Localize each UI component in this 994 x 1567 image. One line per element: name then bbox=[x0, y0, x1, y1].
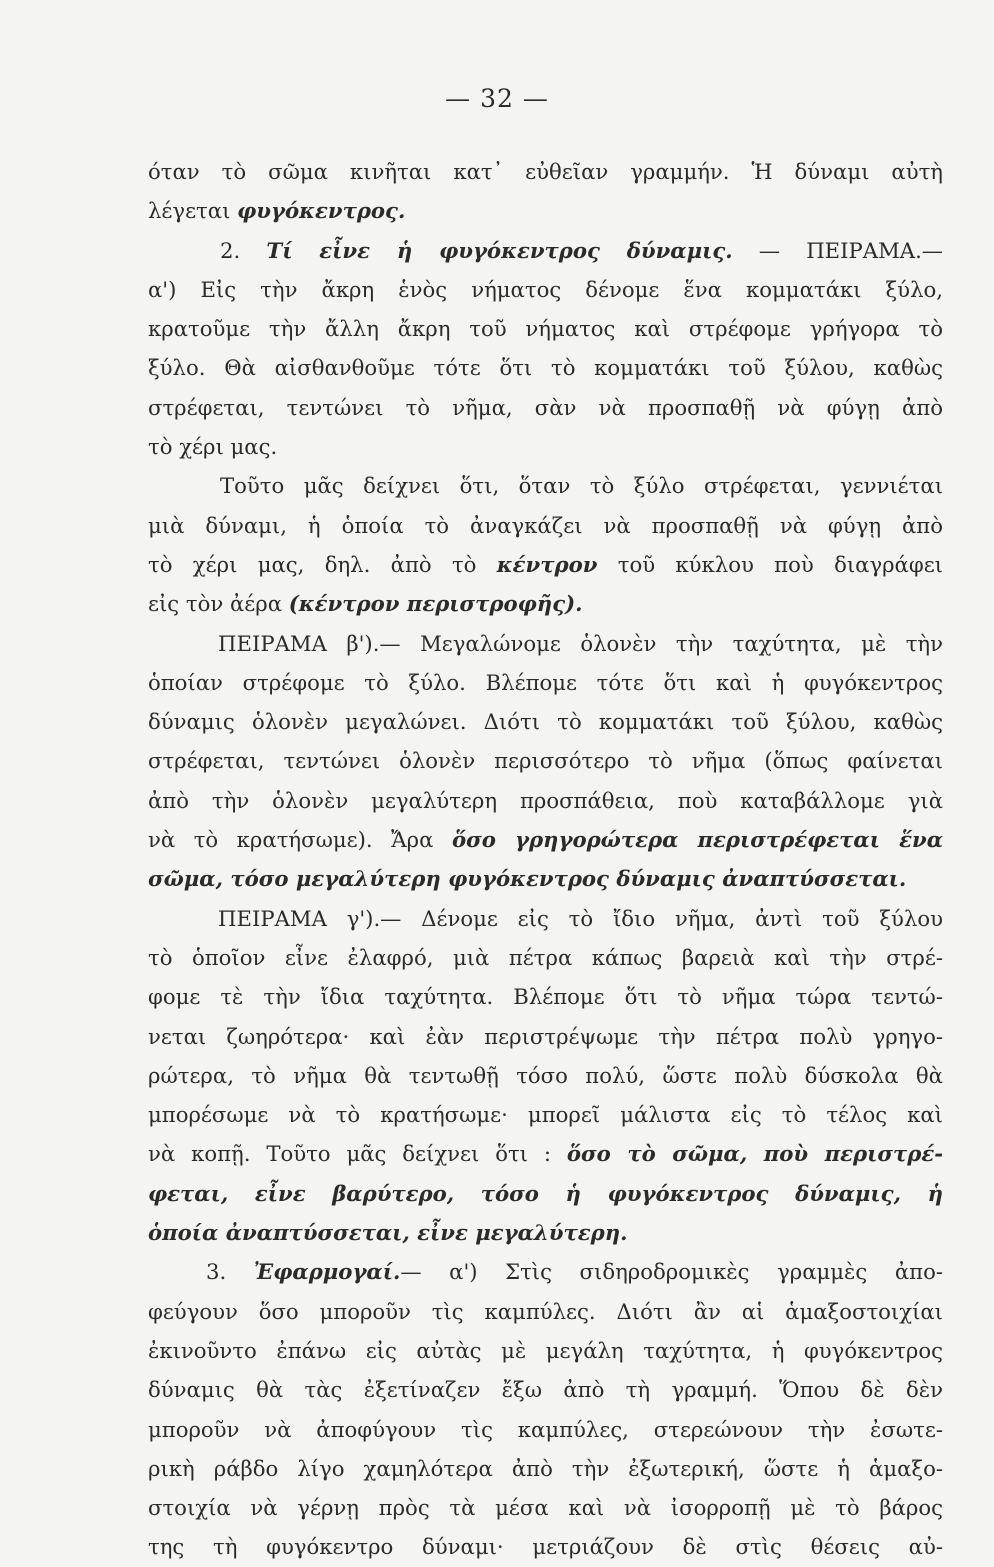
text-line bbox=[148, 859, 943, 898]
experiment-heading: ΠΕΙΡΑΜΑ β').— Μεγαλώνομε ὁλονὲν τὴν ταχύτητα, μὲ τὴν bbox=[218, 630, 943, 656]
bold-rule: ὁποία ἀναπτύσσεται, εἶνε μεγαλύτερη. bbox=[148, 1220, 628, 1246]
bold-term: (κέντρον περιστροφῆς). bbox=[288, 591, 583, 617]
text-line: τὸ ὁποῖον εἶνε ἐλαφρό, μιὰ πέτρα κάπως βαρειὰ καὶ τὴν στρέ- bbox=[148, 944, 943, 970]
text-line: εἰς τὸν ἀέρα (κέντρον περιστροφῆς). bbox=[148, 591, 583, 617]
text-line: ξύλο. Θὰ αἰσθανθοῦμε τότε ὅτι τὸ κομματάκι τοῦ ξύλου, καθὼς bbox=[148, 355, 943, 381]
text-line: όταν τὸ σῶμα κινῆται κατ᾽ εὐθεῖαν γραμμήν. Ἡ δύναμι αὐτὴ bbox=[148, 159, 943, 184]
text-line: νὰ κοπῇ. Τοῦτο μᾶς δείχνει ὅτι : ὅσο τὸ σῶμα, ποὺ περιστρέ- bbox=[148, 1141, 943, 1167]
text-line: τὸ χέρι μας, δηλ. ἀπὸ τὸ κέντρον τοῦ κύκλου ποὺ διαγράφει bbox=[148, 551, 943, 577]
text-line: ρώτερα, τὸ νῆμα θὰ τεντωθῇ τόσο πολύ, ὥστε πολὺ δύσκολα θὰ bbox=[148, 1062, 943, 1088]
text-line: νὰ τὸ κρατήσωμε). Ἄρα ὅσο γρηγορώτερα περιστρέφεται ἕνα bbox=[148, 827, 943, 853]
text-line: δύναμις θὰ τὰς ἐξετίναζεν ἔξω ἀπὸ τὴ γραμμή. Ὅπου δὲ δὲν bbox=[148, 1377, 943, 1403]
text-line: ἀπὸ τὴν ὁλονὲν μεγαλύτερη προσπάθεια, ποὺ καταβάλλομε γιὰ bbox=[148, 787, 943, 813]
text-line: φομε τὲ τὴν ἴδια ταχύτητα. Βλέπομε ὅτι τὸ νῆμα τώρα τεντώ- bbox=[148, 984, 943, 1010]
text-line bbox=[148, 1174, 943, 1213]
text-line: νεται ζωηρότερα· καὶ ἐὰν περιστρέψωμε τὴν πέτρα πολὺ γρηγο- bbox=[148, 1023, 943, 1049]
text-line: ἐκινοῦντο ἐπάνω εἰς αὐτὰς μὲ μεγάλη ταχύτητα, ἡ φυγόκεντρος bbox=[148, 1337, 943, 1363]
text-line: στοιχία νὰ γέρνῃ πρὸς τὰ μέσα καὶ νὰ ἰσορροπῇ μὲ τὸ βάρος bbox=[148, 1495, 943, 1521]
text-line: στρέφεται, τεντώνει ὁλονὲν περισσότερο τὸ νῆμα (ὅπως φαίνεται bbox=[148, 748, 943, 774]
text-line bbox=[148, 1213, 943, 1252]
text-line: ὁποίαν στρέφομε τὸ ξύλο. Βλέπομε τότε ὅτι καὶ ἡ φυγόκεντρος bbox=[148, 669, 943, 695]
section-heading: 2. Τί εἶνε ἡ φυγόκεντρος δύναμις. — ΠΕΙΡΑΜΑ.— bbox=[220, 237, 943, 263]
text-line: της τὴ φυγόκεντρο δύναμι· μετριάζουν δὲ στὶς θέσεις αὐ- bbox=[148, 1534, 943, 1560]
text-line: Τοῦτο μᾶς δείχνει ὅτι, ὅταν τὸ ξύλο στρέφεται, γεννιέται bbox=[220, 473, 943, 499]
text-line: κρατοῦμε τὴν ἄλλη ἄκρη τοῦ νήματος καὶ στρέφομε γρήγορα τὸ bbox=[148, 316, 943, 342]
body-text bbox=[148, 152, 943, 1567]
bold-term: φυγόκεντρος. bbox=[237, 198, 406, 224]
section-heading: 3. Ἐφαρμογαί.— α') Στὶς σιδηροδρομικὲς γραμμὲς ἀπο- bbox=[206, 1259, 943, 1285]
bold-term: κέντρον bbox=[496, 551, 598, 577]
text-line: λέγεται φυγόκεντρος. bbox=[148, 198, 406, 224]
experiment-heading: ΠΕΙΡΑΜΑ γ').— Δένομε εἰς τὸ ἴδιο νῆμα, ἀντὶ τοῦ ξύλου bbox=[218, 905, 943, 931]
text-line: μποροῦν νὰ ἀποφύγουν τὶς καμπύλες, στερεώνουν τὴν ἐσωτε- bbox=[148, 1416, 943, 1442]
page-number: — 32 — bbox=[445, 84, 549, 113]
section-title: Ἐφαρμογαί. bbox=[253, 1259, 401, 1285]
text-line: ρικὴ ράβδο λίγο χαμηλότερα ἀπὸ τὴν ἐξωτερική, ὥστε ἡ ἁμαξο- bbox=[148, 1455, 943, 1481]
bold-rule: ὅσο γρηγορώτερα περιστρέφεται ἕνα bbox=[451, 827, 943, 853]
bold-rule: ὅσο τὸ σῶμα, ποὺ περιστρέ- bbox=[566, 1141, 943, 1167]
text-line: φεύγουν ὅσο μποροῦν τὶς καμπύλες. Διότι ἂν αἱ ἁμαξοστοιχίαι bbox=[148, 1298, 943, 1324]
text-line: μιὰ δύναμι, ἡ ὁποία τὸ ἀναγκάζει νὰ προσπαθῇ νὰ φύγῃ ἀπὸ bbox=[148, 512, 943, 538]
text-line: α') Εἰς τὴν ἄκρη ἑνὸς νήματος δένομε ἕνα κομματάκι ξύλο, bbox=[148, 276, 943, 302]
text-line: τὸ χέρι μας. bbox=[148, 434, 278, 460]
bold-rule: σῶμα, τόσο μεγαλύτερη φυγόκεντρος δύναμις ἀναπτύσσεται. bbox=[148, 866, 907, 892]
text-line: μπορέσωμε νὰ τὸ κρατήσωμε· μπορεῖ μάλιστα εἰς τὸ τέλος καὶ bbox=[148, 1102, 943, 1128]
text-line: στρέφεται, τεντώνει τὸ νῆμα, σὰν νὰ προσπαθῇ νὰ φύγῃ ἀπὸ bbox=[148, 394, 943, 420]
bold-rule: φεται, εἶνε βαρύτερο, τόσο ἡ φυγόκεντρος δύναμις, ἡ bbox=[148, 1180, 943, 1206]
section-title: Τί εἶνε ἡ φυγόκεντρος δύναμις. bbox=[266, 237, 733, 263]
text-line: δύναμις ὁλονὲν μεγαλώνει. Διότι τὸ κομματάκι τοῦ ξύλου, καθὼς bbox=[148, 709, 943, 735]
